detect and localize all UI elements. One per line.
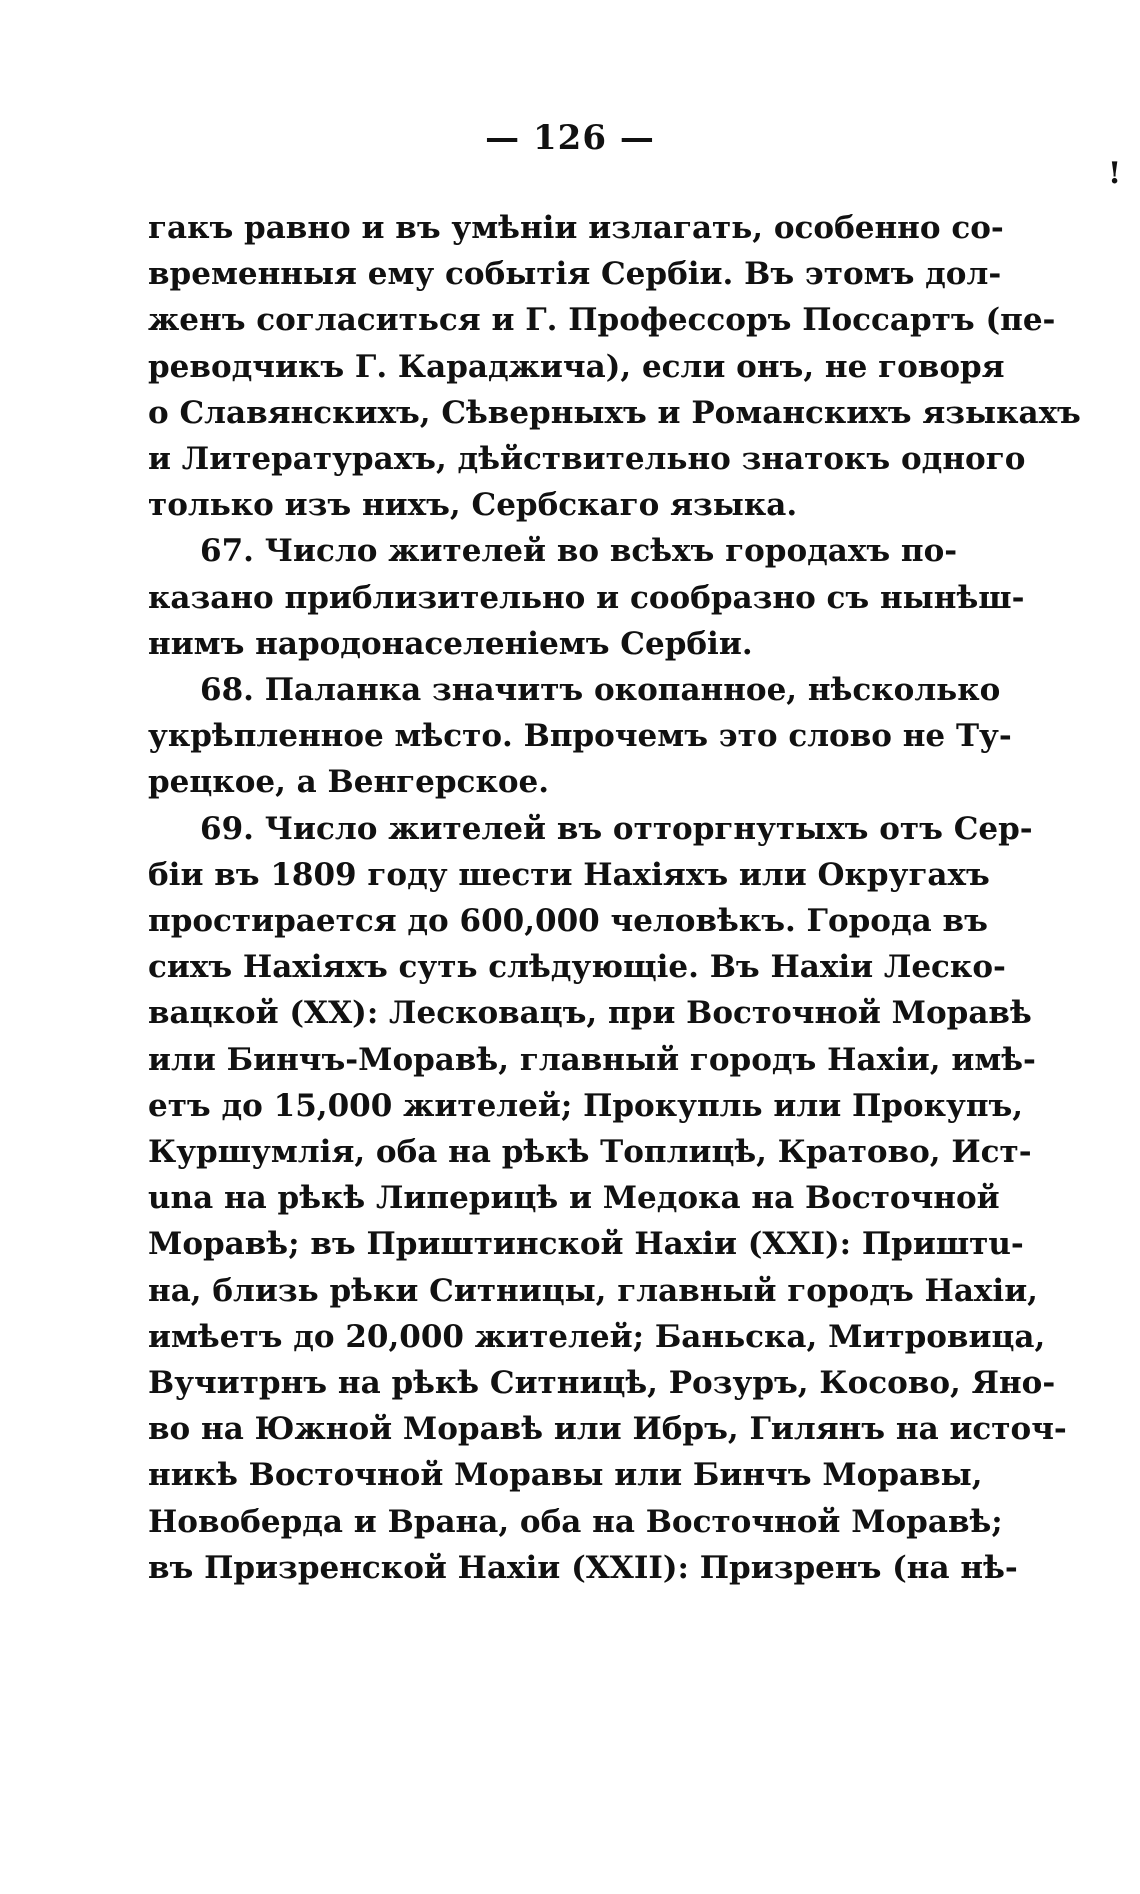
text-line: 68. Паланка значитъ окопанное, нѣсколько: [200, 672, 1001, 709]
text-line: Вучитрнъ на рѣкѣ Ситницѣ, Розуръ, Косово, Яно-: [148, 1365, 1056, 1402]
text-line: етъ до 15,000 жителей; Прокупль или Прокупъ,: [148, 1087, 1024, 1124]
text-line: гакъ равно и въ умѣніи излагать, особенно со-: [148, 210, 1004, 246]
text-line: Новоберда и Врана, оба на Восточной Моравѣ;: [148, 1503, 1003, 1540]
text-line: временныя ему событія Сербіи. Въ этомъ дол-: [148, 256, 1002, 293]
text-line: сихъ Нахіяхъ суть слѣдующіе. Въ Нахіи Леско-: [148, 949, 1006, 986]
text-line: укрѣпленное мѣсто. Впрочемъ это слово не Ту-: [148, 718, 1012, 755]
text-line: или Бинчъ-Моравѣ, главный городъ Нахіи, имѣ-: [148, 1041, 1036, 1078]
text-line: казано приблизительно и сообразно съ нынѣш-: [148, 579, 1025, 616]
text-line: въ Призренской Нахіи (XXII): Призренъ (на нѣ-: [148, 1549, 1018, 1586]
text-line: во на Южной Моравѣ или Ибръ, Гилянъ на источ-: [148, 1411, 1067, 1448]
text-line: Моравѣ; въ Приштинской Нахіи (XXI): Приштu-: [148, 1226, 1024, 1263]
page-number: — 126 —: [485, 118, 655, 158]
text-line: на, близь рѣки Ситницы, главный городъ Нахіи,: [148, 1272, 1038, 1309]
text-line: нимъ народонаселеніемъ Сербіи.: [148, 625, 753, 662]
text-line: простирается до 600,000 человѣкъ. Города въ: [148, 903, 988, 940]
margin-mark: !: [1108, 156, 1122, 191]
text-line: рецкое, а Венгерское.: [148, 764, 550, 801]
text-line: женъ согласиться и Г. Профессоръ Поссартъ (пе-: [148, 302, 1056, 339]
text-line: 67. Число жителей во всѣхъ городахъ по-: [200, 533, 958, 570]
text-line: о Славянскихъ, Сѣверныхъ и Романскихъ языкахъ: [148, 394, 1081, 431]
text-line: una на рѣкѣ Липерицѣ и Медока на Восточной: [148, 1180, 1000, 1217]
text-line: біи въ 1809 году шести Нахіяхъ или Округахъ: [148, 856, 990, 893]
text-line: 69. Число жителей въ отторгнутыхъ отъ Сер-: [200, 810, 1033, 847]
text-line: Куршумлія, оба на рѣкѣ Топлицѣ, Кратово, Ист-: [148, 1134, 1032, 1171]
text-line: реводчикъ Г. Караджича), если онъ, не говоря: [148, 348, 1005, 385]
text-line: только изъ нихъ, Сербскаго языка.: [148, 487, 798, 524]
text-line: имѣетъ до 20,000 жителей; Баньска, Митровица,: [148, 1318, 1046, 1355]
text-line: вацкой (XX): Лесковацъ, при Восточной Моравѣ: [148, 995, 1032, 1032]
text-line: никѣ Восточной Моравы или Бинчъ Моравы,: [148, 1457, 983, 1494]
body-text: [148, 205, 1081, 1591]
text-line: и Литературахъ, дѣйствительно знатокъ одного: [148, 441, 1026, 478]
